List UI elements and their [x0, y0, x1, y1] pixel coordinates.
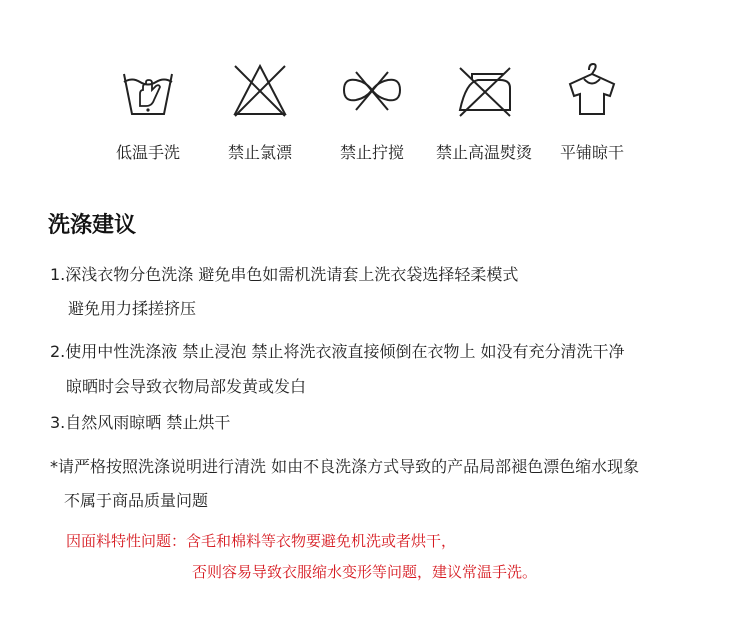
advice-line-1: 1.深浅衣物分色洗涤 避免串色如需机洗请套上洗衣袋选择轻柔模式 — [50, 265, 519, 284]
no-wring-icon — [338, 60, 406, 120]
care-item-no-wring — [312, 60, 432, 162]
fabric-notice-line-2: 否则容易导致衣服缩水变形等问题，建议常温手洗。 — [192, 563, 538, 581]
advice-note-cont: 不属于商品质量问题 — [64, 491, 209, 510]
care-label: 禁止氯漂 — [227, 143, 292, 162]
advice-line-3: 3.自然风雨晾晒 禁止烘干 — [50, 413, 231, 432]
care-item-dry-flat — [532, 60, 652, 162]
fabric-notice-line-1: 因面料特性问题：含毛和棉料等衣物要避免机洗或者烘干， — [66, 532, 457, 550]
care-item-no-iron — [424, 60, 544, 162]
advice-line-1-cont: 避免用力揉搓挤压 — [68, 299, 197, 318]
care-item-hand-wash — [88, 60, 208, 162]
no-bleach-icon — [229, 60, 291, 120]
care-icons-row — [0, 0, 750, 180]
advice-line-2: 2.使用中性洗涤液 禁止浸泡 禁止将洗衣液直接倾倒在衣物上 如没有充分清洗干净 — [50, 342, 625, 361]
advice-note: *请严格按照洗涤说明进行清洗 如由不良洗涤方式导致的产品局部褪色漂色缩水现象 — [50, 457, 640, 476]
care-label: 禁止高温熨烫 — [435, 143, 532, 162]
care-label: 禁止拧搅 — [339, 143, 404, 162]
dry-flat-icon — [562, 60, 622, 120]
advice-line-2-cont: 晾晒时会导致衣物局部发黄或发白 — [66, 377, 307, 396]
hand-wash-low-temp-icon — [118, 60, 178, 120]
care-label: 低温手洗 — [115, 143, 180, 162]
no-iron-icon — [452, 60, 516, 120]
care-label: 平铺晾干 — [559, 143, 624, 162]
washing-advice-title: 洗涤建议 — [48, 213, 137, 238]
care-item-no-bleach — [200, 60, 320, 162]
